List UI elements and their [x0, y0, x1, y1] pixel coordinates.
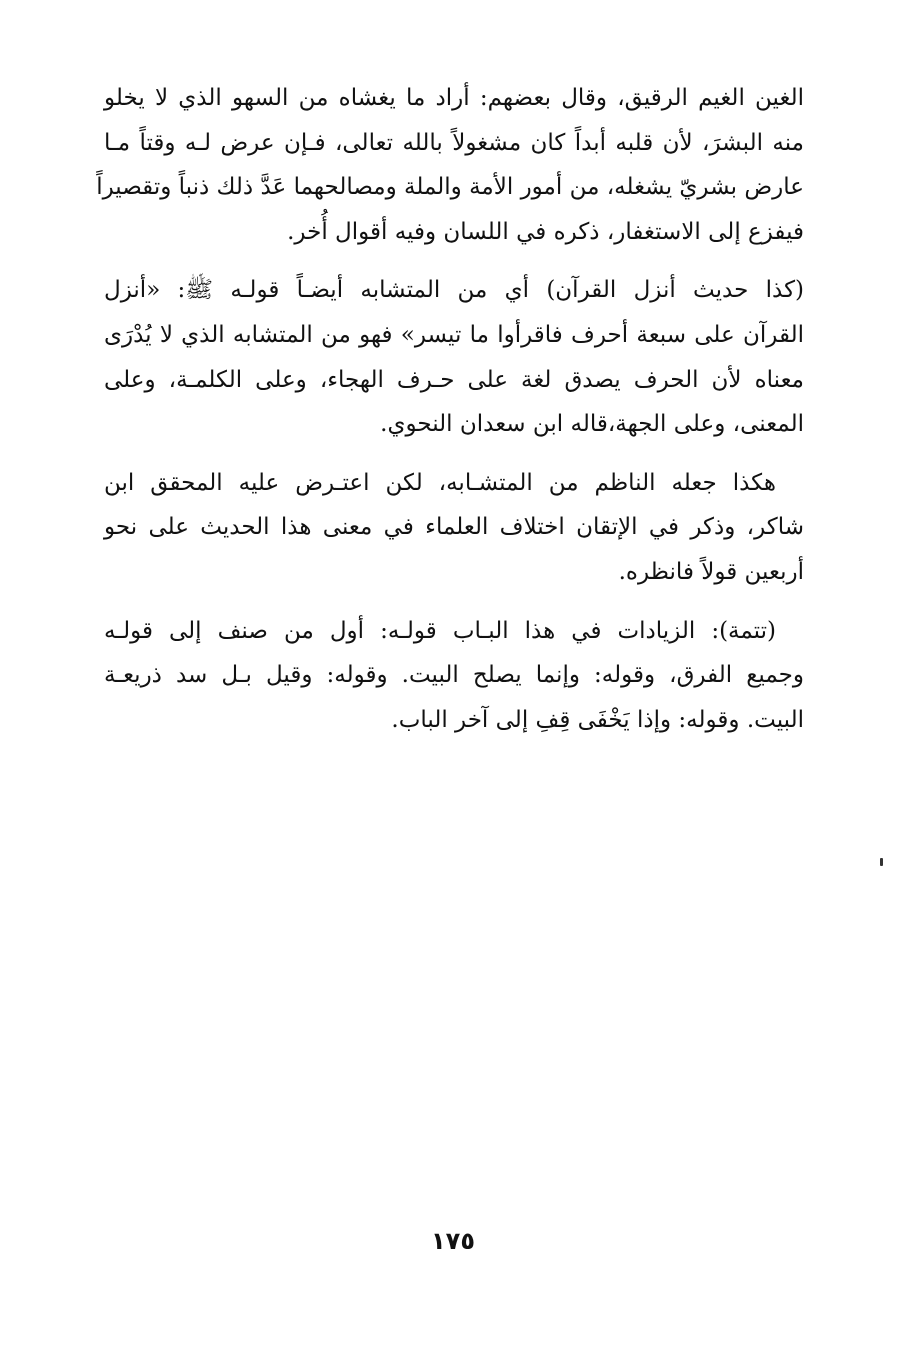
- text-line: شاكر، وذكر في الإتقان اختلاف العلماء في معنى هذا الحديث على نحو: [104, 514, 804, 541]
- text-line: القرآن على سبعة أحرف فاقرأوا ما تيسر» فهو من المتشابه الذي لا يُدْرَى: [104, 321, 804, 348]
- paragraph-1: [96, 76, 804, 254]
- paragraph-4: [104, 609, 804, 743]
- paragraph-3: [104, 461, 804, 595]
- text-line: (كذا حديث أنزل القرآن) أي من المتشابه أيضـاً قولـه ﷺ: «أنزل: [104, 277, 804, 304]
- text-line: معناه لأن الحرف يصدق لغة على حـرف الهجاء، وعلى الكلمـة، وعلى: [104, 366, 804, 393]
- text-line: أربعين قولاً فانظره.: [618, 558, 804, 585]
- text-line: هكذا جعله الناظم من المتشـابه، لكن اعتـرض عليه المحقق ابن: [104, 469, 776, 496]
- body-text: [96, 76, 804, 756]
- text-line: (تتمة): الزيادات في هذا البـاب قولـه: أول من صنف إلى قولـه: [104, 617, 776, 644]
- text-line: فيفزع إلى الاستغفار، ذكره في اللسان وفيه أقوال أُخر.: [287, 218, 804, 245]
- text-line: وجميع الفرق، وقوله: وإنما يصلح البيت. وقوله: وقيل بـل سد ذريعـة: [104, 662, 804, 689]
- text-line: البيت. وقوله: وإذا يَخْفَى قِفِ إلى آخر الباب.: [391, 706, 804, 733]
- text-line: المعنى، وعلى الجهة،قاله ابن سعدان النحوي.: [380, 411, 804, 438]
- page-number: ١٧٥: [431, 1227, 475, 1255]
- paragraph-2: [104, 268, 804, 446]
- text-line: الغين الغيم الرقيق، وقال بعضهم: أراد ما يغشاه من السهو الذي لا يخلو: [104, 85, 804, 111]
- text-line: منه البشرَ، لأن قلبه أبداً كان مشغولاً بالله تعالى، فـإن عرض لـه وقتاً مـا: [104, 129, 804, 156]
- margin-mark: [880, 858, 883, 866]
- text-line: عارض بشريّ يشغله، من أمور الأمة والملة ومصالحهما عَدَّ ذلك ذنباً وتقصيراً: [96, 174, 804, 201]
